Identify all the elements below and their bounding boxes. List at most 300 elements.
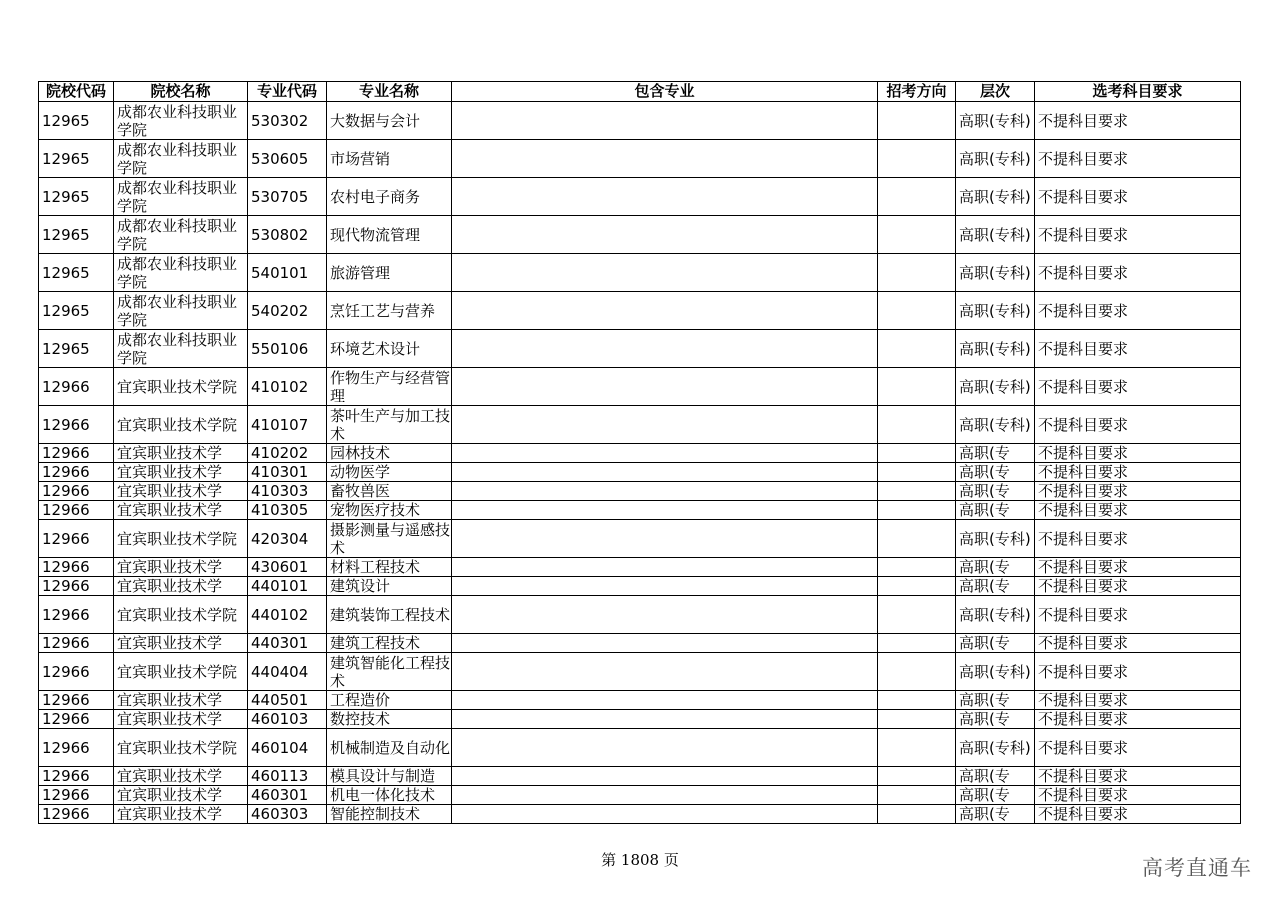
cell-level-text: 高职(专科) <box>959 111 1031 130</box>
cell-major-name-text: 大数据与会计 <box>330 111 421 130</box>
cell-major-code <box>248 501 327 520</box>
cell-direction <box>878 653 956 691</box>
cell-school-name <box>114 634 248 653</box>
cell-school-code-text: 12966 <box>42 605 90 624</box>
cell-level <box>956 216 1035 254</box>
cell-level <box>956 444 1035 463</box>
cell-subject-requirement-text: 不提科目要求 <box>1038 691 1129 709</box>
cell-level <box>956 520 1035 558</box>
cell-subject-requirement-text: 不提科目要求 <box>1038 786 1129 804</box>
cell-major-name <box>327 482 452 501</box>
cell-major-name-text: 市场营销 <box>330 149 391 168</box>
cell-major-code-text: 410202 <box>251 444 309 462</box>
cell-school-name-text: 宜宾职业技术学 <box>117 501 223 519</box>
cell-school-code-text: 12966 <box>42 463 90 481</box>
cell-major-name-text: 作物生产与经营管理 <box>330 368 451 405</box>
cell-school-code <box>39 805 114 824</box>
cell-school-name <box>114 558 248 577</box>
header-subject-requirement: 选考科目要求 <box>1035 82 1241 102</box>
cell-school-name <box>114 786 248 805</box>
cell-major-name-text: 机电一体化技术 <box>330 786 436 804</box>
cell-major-code-text: 440301 <box>251 634 309 652</box>
cell-direction-text <box>881 558 955 576</box>
cell-school-code <box>39 653 114 691</box>
cell-included-majors-text <box>455 691 877 709</box>
cell-subject-requirement-text: 不提科目要求 <box>1038 577 1129 595</box>
cell-school-name-text: 宜宾职业技术学 <box>117 805 223 823</box>
cell-major-code <box>248 463 327 482</box>
cell-subject-requirement <box>1035 577 1241 596</box>
cell-major-code-text: 440101 <box>251 577 309 595</box>
table-row <box>39 501 1241 520</box>
table-header-row <box>39 82 1241 102</box>
cell-major-code <box>248 292 327 330</box>
cell-included-majors <box>452 406 878 444</box>
cell-direction <box>878 596 956 634</box>
cell-included-majors-text <box>455 577 877 595</box>
cell-school-name <box>114 729 248 767</box>
cell-major-name <box>327 216 452 254</box>
cell-included-majors-text <box>455 606 877 624</box>
cell-subject-requirement <box>1035 805 1241 824</box>
cell-school-name <box>114 444 248 463</box>
cell-school-code <box>39 216 114 254</box>
cell-major-code-text: 530705 <box>251 187 309 206</box>
cell-major-code-text: 460113 <box>251 767 309 785</box>
cell-school-code-text: 12966 <box>42 738 90 757</box>
cell-included-majors-text <box>455 710 877 728</box>
cell-school-name <box>114 406 248 444</box>
cell-level <box>956 102 1035 140</box>
cell-subject-requirement-text: 不提科目要求 <box>1038 605 1129 624</box>
cell-school-name-text: 宜宾职业技术学院 <box>117 415 238 434</box>
cell-included-majors-text <box>455 501 877 519</box>
cell-included-majors-text <box>455 634 877 652</box>
cell-school-name <box>114 292 248 330</box>
cell-subject-requirement-text: 不提科目要求 <box>1038 501 1129 519</box>
cell-level-text: 高职(专 <box>959 558 1010 576</box>
cell-school-code <box>39 634 114 653</box>
cell-school-name-text: 宜宾职业技术学 <box>117 558 223 576</box>
cell-subject-requirement-text: 不提科目要求 <box>1038 805 1129 823</box>
cell-school-code <box>39 691 114 710</box>
cell-direction-text <box>881 416 955 434</box>
cell-level <box>956 653 1035 691</box>
cell-school-code <box>39 140 114 178</box>
cell-school-name <box>114 140 248 178</box>
cell-major-name-text: 智能控制技术 <box>330 805 421 823</box>
cell-direction-text <box>881 691 955 709</box>
cell-school-name-text: 宜宾职业技术学 <box>117 444 223 462</box>
cell-major-code-text: 460301 <box>251 786 309 804</box>
cell-subject-requirement <box>1035 254 1241 292</box>
cell-major-code <box>248 254 327 292</box>
cell-direction <box>878 254 956 292</box>
cell-level <box>956 292 1035 330</box>
cell-school-code <box>39 710 114 729</box>
cell-subject-requirement-text: 不提科目要求 <box>1038 767 1129 785</box>
cell-included-majors-text <box>455 482 877 500</box>
cell-subject-requirement-text: 不提科目要求 <box>1038 529 1129 548</box>
cell-major-name-text: 现代物流管理 <box>330 225 421 244</box>
cell-level <box>956 786 1035 805</box>
table-row <box>39 463 1241 482</box>
cell-school-name <box>114 254 248 292</box>
cell-school-code <box>39 254 114 292</box>
cell-direction <box>878 710 956 729</box>
cell-major-name <box>327 710 452 729</box>
cell-included-majors <box>452 501 878 520</box>
cell-major-code-text: 460104 <box>251 738 309 757</box>
cell-direction <box>878 330 956 368</box>
cell-major-code <box>248 520 327 558</box>
cell-major-code <box>248 691 327 710</box>
cell-level <box>956 767 1035 786</box>
cell-school-name-text: 宜宾职业技术学院 <box>117 662 238 681</box>
cell-major-name <box>327 653 452 691</box>
cell-included-majors <box>452 140 878 178</box>
cell-major-name-text: 园林技术 <box>330 444 391 462</box>
cell-level <box>956 140 1035 178</box>
cell-level-text: 高职(专科) <box>959 187 1031 206</box>
cell-major-name-text: 工程造价 <box>330 691 391 709</box>
cell-major-name <box>327 501 452 520</box>
cell-subject-requirement-text: 不提科目要求 <box>1038 482 1129 500</box>
cell-major-name <box>327 330 452 368</box>
cell-subject-requirement <box>1035 634 1241 653</box>
cell-major-code-text: 550106 <box>251 339 309 358</box>
cell-school-name <box>114 577 248 596</box>
cell-level <box>956 178 1035 216</box>
cell-school-code-text: 12966 <box>42 415 90 434</box>
cell-school-name <box>114 178 248 216</box>
cell-subject-requirement <box>1035 444 1241 463</box>
cell-major-code-text: 440501 <box>251 691 309 709</box>
cell-school-name <box>114 482 248 501</box>
cell-direction <box>878 140 956 178</box>
cell-school-name <box>114 767 248 786</box>
cell-major-code <box>248 710 327 729</box>
cell-major-name <box>327 634 452 653</box>
cell-major-code-text: 460103 <box>251 710 309 728</box>
cell-school-code <box>39 767 114 786</box>
table-row <box>39 653 1241 691</box>
cell-subject-requirement <box>1035 767 1241 786</box>
cell-school-code <box>39 786 114 805</box>
cell-direction <box>878 558 956 577</box>
watermark-logo-text: 高考直通车 <box>1142 856 1252 880</box>
cell-included-majors-text <box>455 112 877 130</box>
cell-direction <box>878 729 956 767</box>
cell-level <box>956 634 1035 653</box>
cell-level-text: 高职(专科) <box>959 339 1031 358</box>
cell-major-code-text: 530802 <box>251 225 309 244</box>
cell-major-code <box>248 786 327 805</box>
cell-school-name-text: 宜宾职业技术学 <box>117 767 223 785</box>
cell-subject-requirement <box>1035 482 1241 501</box>
cell-included-majors-text <box>455 378 877 396</box>
cell-school-name <box>114 463 248 482</box>
cell-direction-text <box>881 482 955 500</box>
cell-school-code <box>39 368 114 406</box>
cell-major-name-text: 模具设计与制造 <box>330 767 436 785</box>
cell-direction <box>878 577 956 596</box>
cell-school-name-text: 宜宾职业技术学院 <box>117 605 238 624</box>
cell-major-code <box>248 330 327 368</box>
cell-included-majors-text <box>455 302 877 320</box>
cell-level-text: 高职(专 <box>959 691 1010 709</box>
cell-school-code <box>39 558 114 577</box>
cell-major-code <box>248 140 327 178</box>
cell-included-majors <box>452 520 878 558</box>
cell-direction-text <box>881 786 955 804</box>
cell-school-code <box>39 406 114 444</box>
cell-subject-requirement-text: 不提科目要求 <box>1038 662 1129 681</box>
cell-level-text: 高职(专 <box>959 805 1010 823</box>
cell-school-code-text: 12966 <box>42 377 90 396</box>
cell-major-code <box>248 653 327 691</box>
cell-school-name-text: 宜宾职业技术学院 <box>117 529 238 548</box>
cell-major-name-text: 材料工程技术 <box>330 558 421 576</box>
cell-level <box>956 596 1035 634</box>
cell-level-text: 高职(专科) <box>959 415 1031 434</box>
cell-level-text: 高职(专科) <box>959 149 1031 168</box>
page-number: 第 1808 页 <box>601 851 679 869</box>
cell-included-majors-text <box>455 150 877 168</box>
cell-major-name <box>327 463 452 482</box>
cell-school-code <box>39 444 114 463</box>
cell-subject-requirement <box>1035 406 1241 444</box>
cell-major-name <box>327 292 452 330</box>
cell-major-name-text: 烹饪工艺与营养 <box>330 301 436 320</box>
cell-major-name <box>327 691 452 710</box>
cell-included-majors <box>452 216 878 254</box>
cell-subject-requirement <box>1035 596 1241 634</box>
cell-subject-requirement <box>1035 463 1241 482</box>
cell-major-name-text: 畜牧兽医 <box>330 482 391 500</box>
cell-school-code-text: 12966 <box>42 529 90 548</box>
cell-school-code <box>39 501 114 520</box>
cell-major-code <box>248 102 327 140</box>
cell-subject-requirement <box>1035 178 1241 216</box>
cell-major-code-text: 430601 <box>251 558 309 576</box>
cell-school-code <box>39 577 114 596</box>
cell-school-name <box>114 596 248 634</box>
cell-major-code-text: 410107 <box>251 415 309 434</box>
cell-included-majors-text <box>455 786 877 804</box>
cell-level-text: 高职(专 <box>959 444 1010 462</box>
table-row <box>39 577 1241 596</box>
cell-major-code-text: 540202 <box>251 301 309 320</box>
cell-direction-text <box>881 663 955 681</box>
cell-included-majors <box>452 482 878 501</box>
cell-direction-text <box>881 226 955 244</box>
table-row <box>39 368 1241 406</box>
table-row <box>39 805 1241 824</box>
cell-school-name-text: 成都农业科技职业学院 <box>117 292 238 329</box>
cell-included-majors <box>452 368 878 406</box>
cell-direction <box>878 634 956 653</box>
cell-school-code <box>39 482 114 501</box>
cell-subject-requirement-text: 不提科目要求 <box>1038 339 1129 358</box>
cell-school-code-text: 12966 <box>42 558 90 576</box>
cell-subject-requirement <box>1035 216 1241 254</box>
cell-level-text: 高职(专 <box>959 786 1010 804</box>
table-row <box>39 691 1241 710</box>
cell-level <box>956 368 1035 406</box>
cell-major-name <box>327 406 452 444</box>
cell-major-name <box>327 596 452 634</box>
cell-major-code <box>248 482 327 501</box>
cell-direction-text <box>881 112 955 130</box>
cell-included-majors-text <box>455 444 877 462</box>
table-body <box>39 102 1241 824</box>
cell-major-name <box>327 368 452 406</box>
cell-level <box>956 558 1035 577</box>
cell-school-name-text: 宜宾职业技术学 <box>117 577 223 595</box>
cell-school-name-text: 宜宾职业技术学 <box>117 710 223 728</box>
cell-level-text: 高职(专 <box>959 463 1010 481</box>
cell-level-text: 高职(专 <box>959 634 1010 652</box>
cell-school-code <box>39 596 114 634</box>
cell-major-name-text: 农村电子商务 <box>330 187 421 206</box>
cell-major-name-text: 环境艺术设计 <box>330 339 421 358</box>
cell-school-code-text: 12965 <box>42 225 90 244</box>
cell-included-majors <box>452 805 878 824</box>
cell-school-code-text: 12966 <box>42 501 90 519</box>
table-row <box>39 178 1241 216</box>
cell-major-code-text: 460303 <box>251 805 309 823</box>
cell-included-majors <box>452 577 878 596</box>
cell-school-code <box>39 330 114 368</box>
cell-major-name <box>327 254 452 292</box>
cell-level-text: 高职(专科) <box>959 662 1031 681</box>
cell-direction-text <box>881 188 955 206</box>
table-row <box>39 596 1241 634</box>
cell-level-text: 高职(专科) <box>959 301 1031 320</box>
cell-included-majors <box>452 691 878 710</box>
cell-school-code-text: 12965 <box>42 187 90 206</box>
cell-included-majors-text <box>455 805 877 823</box>
cell-major-code-text: 540101 <box>251 263 309 282</box>
cell-direction-text <box>881 463 955 481</box>
cell-included-majors-text <box>455 739 877 757</box>
cell-subject-requirement-text: 不提科目要求 <box>1038 634 1129 652</box>
cell-school-code <box>39 729 114 767</box>
cell-direction-text <box>881 444 955 462</box>
cell-subject-requirement <box>1035 140 1241 178</box>
cell-direction-text <box>881 739 955 757</box>
table-row <box>39 330 1241 368</box>
cell-school-name <box>114 368 248 406</box>
cell-major-name-text: 建筑设计 <box>330 577 391 595</box>
cell-level <box>956 482 1035 501</box>
table-row <box>39 254 1241 292</box>
cell-direction <box>878 216 956 254</box>
cell-direction <box>878 767 956 786</box>
cell-major-code <box>248 577 327 596</box>
cell-school-code-text: 12966 <box>42 577 90 595</box>
table-row <box>39 292 1241 330</box>
cell-major-name-text: 茶叶生产与加工技术 <box>330 406 451 443</box>
cell-major-name <box>327 558 452 577</box>
cell-included-majors-text <box>455 767 877 785</box>
cell-direction <box>878 805 956 824</box>
cell-included-majors-text <box>455 558 877 576</box>
cell-level <box>956 254 1035 292</box>
header-major-name: 专业名称 <box>327 82 452 102</box>
cell-included-majors <box>452 634 878 653</box>
cell-subject-requirement-text: 不提科目要求 <box>1038 111 1129 130</box>
cell-school-code-text: 12966 <box>42 786 90 804</box>
cell-direction <box>878 368 956 406</box>
cell-included-majors <box>452 710 878 729</box>
table-row <box>39 767 1241 786</box>
cell-major-name-text: 动物医学 <box>330 463 391 481</box>
cell-subject-requirement <box>1035 292 1241 330</box>
cell-direction-text <box>881 501 955 519</box>
cell-included-majors-text <box>455 340 877 358</box>
cell-school-name <box>114 653 248 691</box>
cell-school-name-text: 宜宾职业技术学 <box>117 634 223 652</box>
cell-school-name <box>114 330 248 368</box>
cell-major-code-text: 420304 <box>251 529 309 548</box>
cell-school-name-text: 宜宾职业技术学 <box>117 482 223 500</box>
cell-direction-text <box>881 577 955 595</box>
cell-direction-text <box>881 710 955 728</box>
cell-direction-text <box>881 340 955 358</box>
table-row <box>39 786 1241 805</box>
cell-included-majors-text <box>455 416 877 434</box>
cell-level-text: 高职(专科) <box>959 225 1031 244</box>
cell-direction <box>878 520 956 558</box>
cell-subject-requirement <box>1035 520 1241 558</box>
cell-direction <box>878 786 956 805</box>
cell-major-code <box>248 634 327 653</box>
cell-major-name <box>327 805 452 824</box>
cell-school-code-text: 12965 <box>42 263 90 282</box>
cell-level <box>956 805 1035 824</box>
cell-school-name-text: 宜宾职业技术学 <box>117 786 223 804</box>
cell-included-majors <box>452 786 878 805</box>
cell-major-name-text: 旅游管理 <box>330 263 391 282</box>
cell-major-code-text: 410102 <box>251 377 309 396</box>
cell-included-majors-text <box>455 226 877 244</box>
cell-major-code <box>248 767 327 786</box>
enrollment-table <box>38 81 1241 824</box>
cell-included-majors <box>452 558 878 577</box>
cell-direction-text <box>881 378 955 396</box>
cell-major-code-text: 410305 <box>251 501 309 519</box>
cell-school-code-text: 12966 <box>42 710 90 728</box>
cell-school-code-text: 12966 <box>42 444 90 462</box>
cell-subject-requirement <box>1035 558 1241 577</box>
cell-school-name-text: 宜宾职业技术学 <box>117 463 223 481</box>
cell-school-code <box>39 102 114 140</box>
cell-major-code <box>248 444 327 463</box>
cell-direction-text <box>881 606 955 624</box>
cell-major-name <box>327 140 452 178</box>
cell-school-name-text: 宜宾职业技术学院 <box>117 738 238 757</box>
cell-direction <box>878 501 956 520</box>
cell-major-code-text: 440404 <box>251 662 309 681</box>
cell-subject-requirement-text: 不提科目要求 <box>1038 263 1129 282</box>
cell-school-code-text: 12966 <box>42 805 90 823</box>
cell-major-name <box>327 729 452 767</box>
cell-major-code-text: 440102 <box>251 605 309 624</box>
cell-included-majors-text <box>455 188 877 206</box>
cell-school-name <box>114 501 248 520</box>
